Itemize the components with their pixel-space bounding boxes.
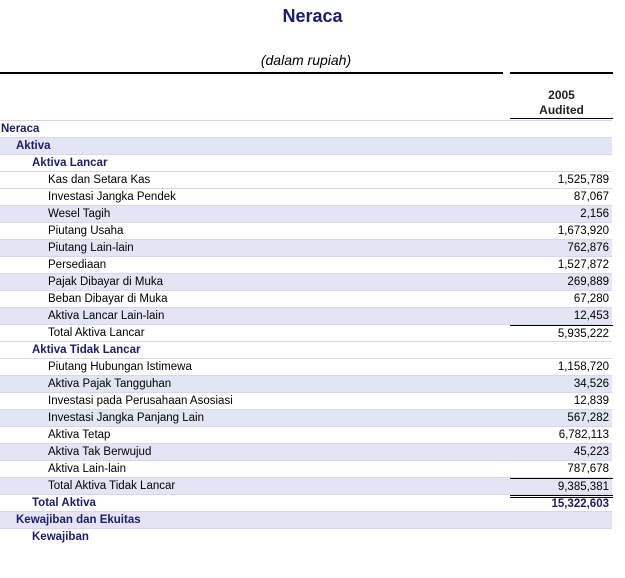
section-row bbox=[0, 341, 612, 358]
value-cell bbox=[510, 274, 613, 291]
row-label: Aktiva Lain-lain bbox=[48, 463, 126, 475]
value-cell bbox=[510, 155, 613, 172]
row-label: Aktiva Lancar bbox=[32, 157, 108, 169]
section-row bbox=[0, 511, 612, 528]
value-cell bbox=[510, 308, 613, 325]
table-row bbox=[0, 188, 612, 205]
row-label: Piutang Hubungan Istimewa bbox=[48, 361, 192, 373]
row-value: 12,453 bbox=[573, 310, 609, 322]
value-cell bbox=[510, 427, 613, 444]
row-value: 1,158,720 bbox=[557, 361, 609, 373]
value-cell bbox=[510, 410, 613, 427]
row-label: Investasi pada Perusahaan Asosiasi bbox=[48, 395, 233, 407]
row-label: Investasi Jangka Panjang Lain bbox=[48, 412, 204, 424]
row-label: Beban Dibayar di Muka bbox=[48, 293, 168, 305]
row-value: 6,782,113 bbox=[558, 429, 609, 441]
column-year: 2005 bbox=[548, 88, 575, 102]
page-title: Neraca bbox=[282, 6, 343, 26]
value-cell bbox=[510, 206, 613, 223]
table-row bbox=[0, 375, 612, 392]
row-label: Total Aktiva Tidak Lancar bbox=[48, 480, 176, 492]
value-cell bbox=[510, 291, 613, 308]
row-value: 762,876 bbox=[567, 242, 609, 254]
row-label: Aktiva Tidak Lancar bbox=[32, 344, 141, 356]
value-cell bbox=[510, 512, 613, 529]
header-divider-right bbox=[510, 72, 613, 74]
table-row bbox=[0, 290, 612, 307]
value-cell bbox=[510, 240, 613, 257]
row-label: Kewajiban dan Ekuitas bbox=[16, 514, 141, 526]
value-cell bbox=[510, 342, 613, 359]
value-cell bbox=[510, 529, 613, 546]
row-label: Aktiva Lancar Lain-lain bbox=[48, 310, 165, 322]
table-row bbox=[0, 477, 612, 494]
value-cell bbox=[510, 393, 613, 410]
row-value: 15,322,603 bbox=[551, 498, 609, 510]
value-cell bbox=[510, 121, 613, 138]
row-value: 1,673,920 bbox=[557, 225, 609, 237]
value-cell bbox=[510, 172, 613, 189]
row-value: 9,385,381 bbox=[557, 481, 609, 493]
table-row bbox=[0, 222, 612, 239]
value-cell bbox=[510, 223, 613, 240]
table-row bbox=[0, 205, 612, 222]
table-row bbox=[0, 358, 612, 375]
row-value: 5,935,222 bbox=[557, 328, 609, 340]
value-cell bbox=[510, 444, 613, 461]
table-row bbox=[0, 409, 612, 426]
row-value: 1,527,872 bbox=[557, 259, 609, 271]
table-row bbox=[0, 307, 612, 324]
row-label: Aktiva bbox=[16, 140, 51, 152]
section-row bbox=[0, 120, 612, 137]
row-label: Neraca bbox=[1, 123, 40, 135]
row-value: 1,525,789 bbox=[557, 174, 609, 186]
balance-sheet-table bbox=[0, 120, 625, 545]
row-label: Pajak Dibayar di Muka bbox=[48, 276, 164, 288]
row-label: Total Aktiva bbox=[32, 497, 96, 509]
row-value: 67,280 bbox=[573, 293, 609, 305]
table-row bbox=[0, 239, 612, 256]
row-value: 34,526 bbox=[573, 378, 609, 390]
row-value: 269,889 bbox=[567, 276, 609, 288]
row-label: Kewajiban bbox=[32, 531, 89, 543]
row-label: Total Aktiva Lancar bbox=[48, 327, 145, 339]
table-row bbox=[0, 324, 612, 341]
row-value: 787,678 bbox=[567, 463, 609, 475]
value-cell bbox=[510, 138, 613, 155]
section-row bbox=[0, 528, 612, 545]
table-row bbox=[0, 443, 612, 460]
row-label: Piutang Lain-lain bbox=[48, 242, 134, 254]
table-row bbox=[0, 460, 612, 477]
row-value: 567,282 bbox=[567, 412, 609, 424]
column-status: Audited bbox=[539, 103, 584, 117]
row-value: 2,156 bbox=[580, 208, 609, 220]
table-row bbox=[0, 273, 612, 290]
section-row bbox=[0, 494, 612, 511]
row-label: Kas dan Setara Kas bbox=[48, 174, 151, 186]
row-label: Piutang Usaha bbox=[48, 225, 124, 237]
value-cell bbox=[510, 359, 613, 376]
value-cell bbox=[510, 189, 613, 206]
row-value: 45,223 bbox=[573, 446, 609, 458]
row-label: Aktiva Tetap bbox=[48, 429, 111, 441]
table-row bbox=[0, 426, 612, 443]
value-cell bbox=[510, 257, 613, 274]
row-label: Wesel Tagih bbox=[48, 208, 111, 220]
section-row bbox=[0, 137, 612, 154]
row-label: Aktiva Pajak Tangguhan bbox=[48, 378, 172, 390]
row-value: 87,067 bbox=[573, 191, 609, 203]
table-row bbox=[0, 171, 612, 188]
row-label: Persediaan bbox=[48, 259, 107, 271]
column-header-underline bbox=[510, 118, 613, 119]
value-cell bbox=[510, 461, 613, 478]
currency-note: (dalam rupiah) bbox=[260, 52, 352, 68]
row-value: 12,839 bbox=[573, 395, 609, 407]
row-label: Aktiva Tak Berwujud bbox=[48, 446, 152, 458]
value-cell bbox=[510, 376, 613, 393]
section-row bbox=[0, 154, 612, 171]
row-label: Investasi Jangka Pendek bbox=[48, 191, 176, 203]
table-row bbox=[0, 256, 612, 273]
table-row bbox=[0, 392, 612, 409]
header-divider-left bbox=[0, 72, 503, 74]
